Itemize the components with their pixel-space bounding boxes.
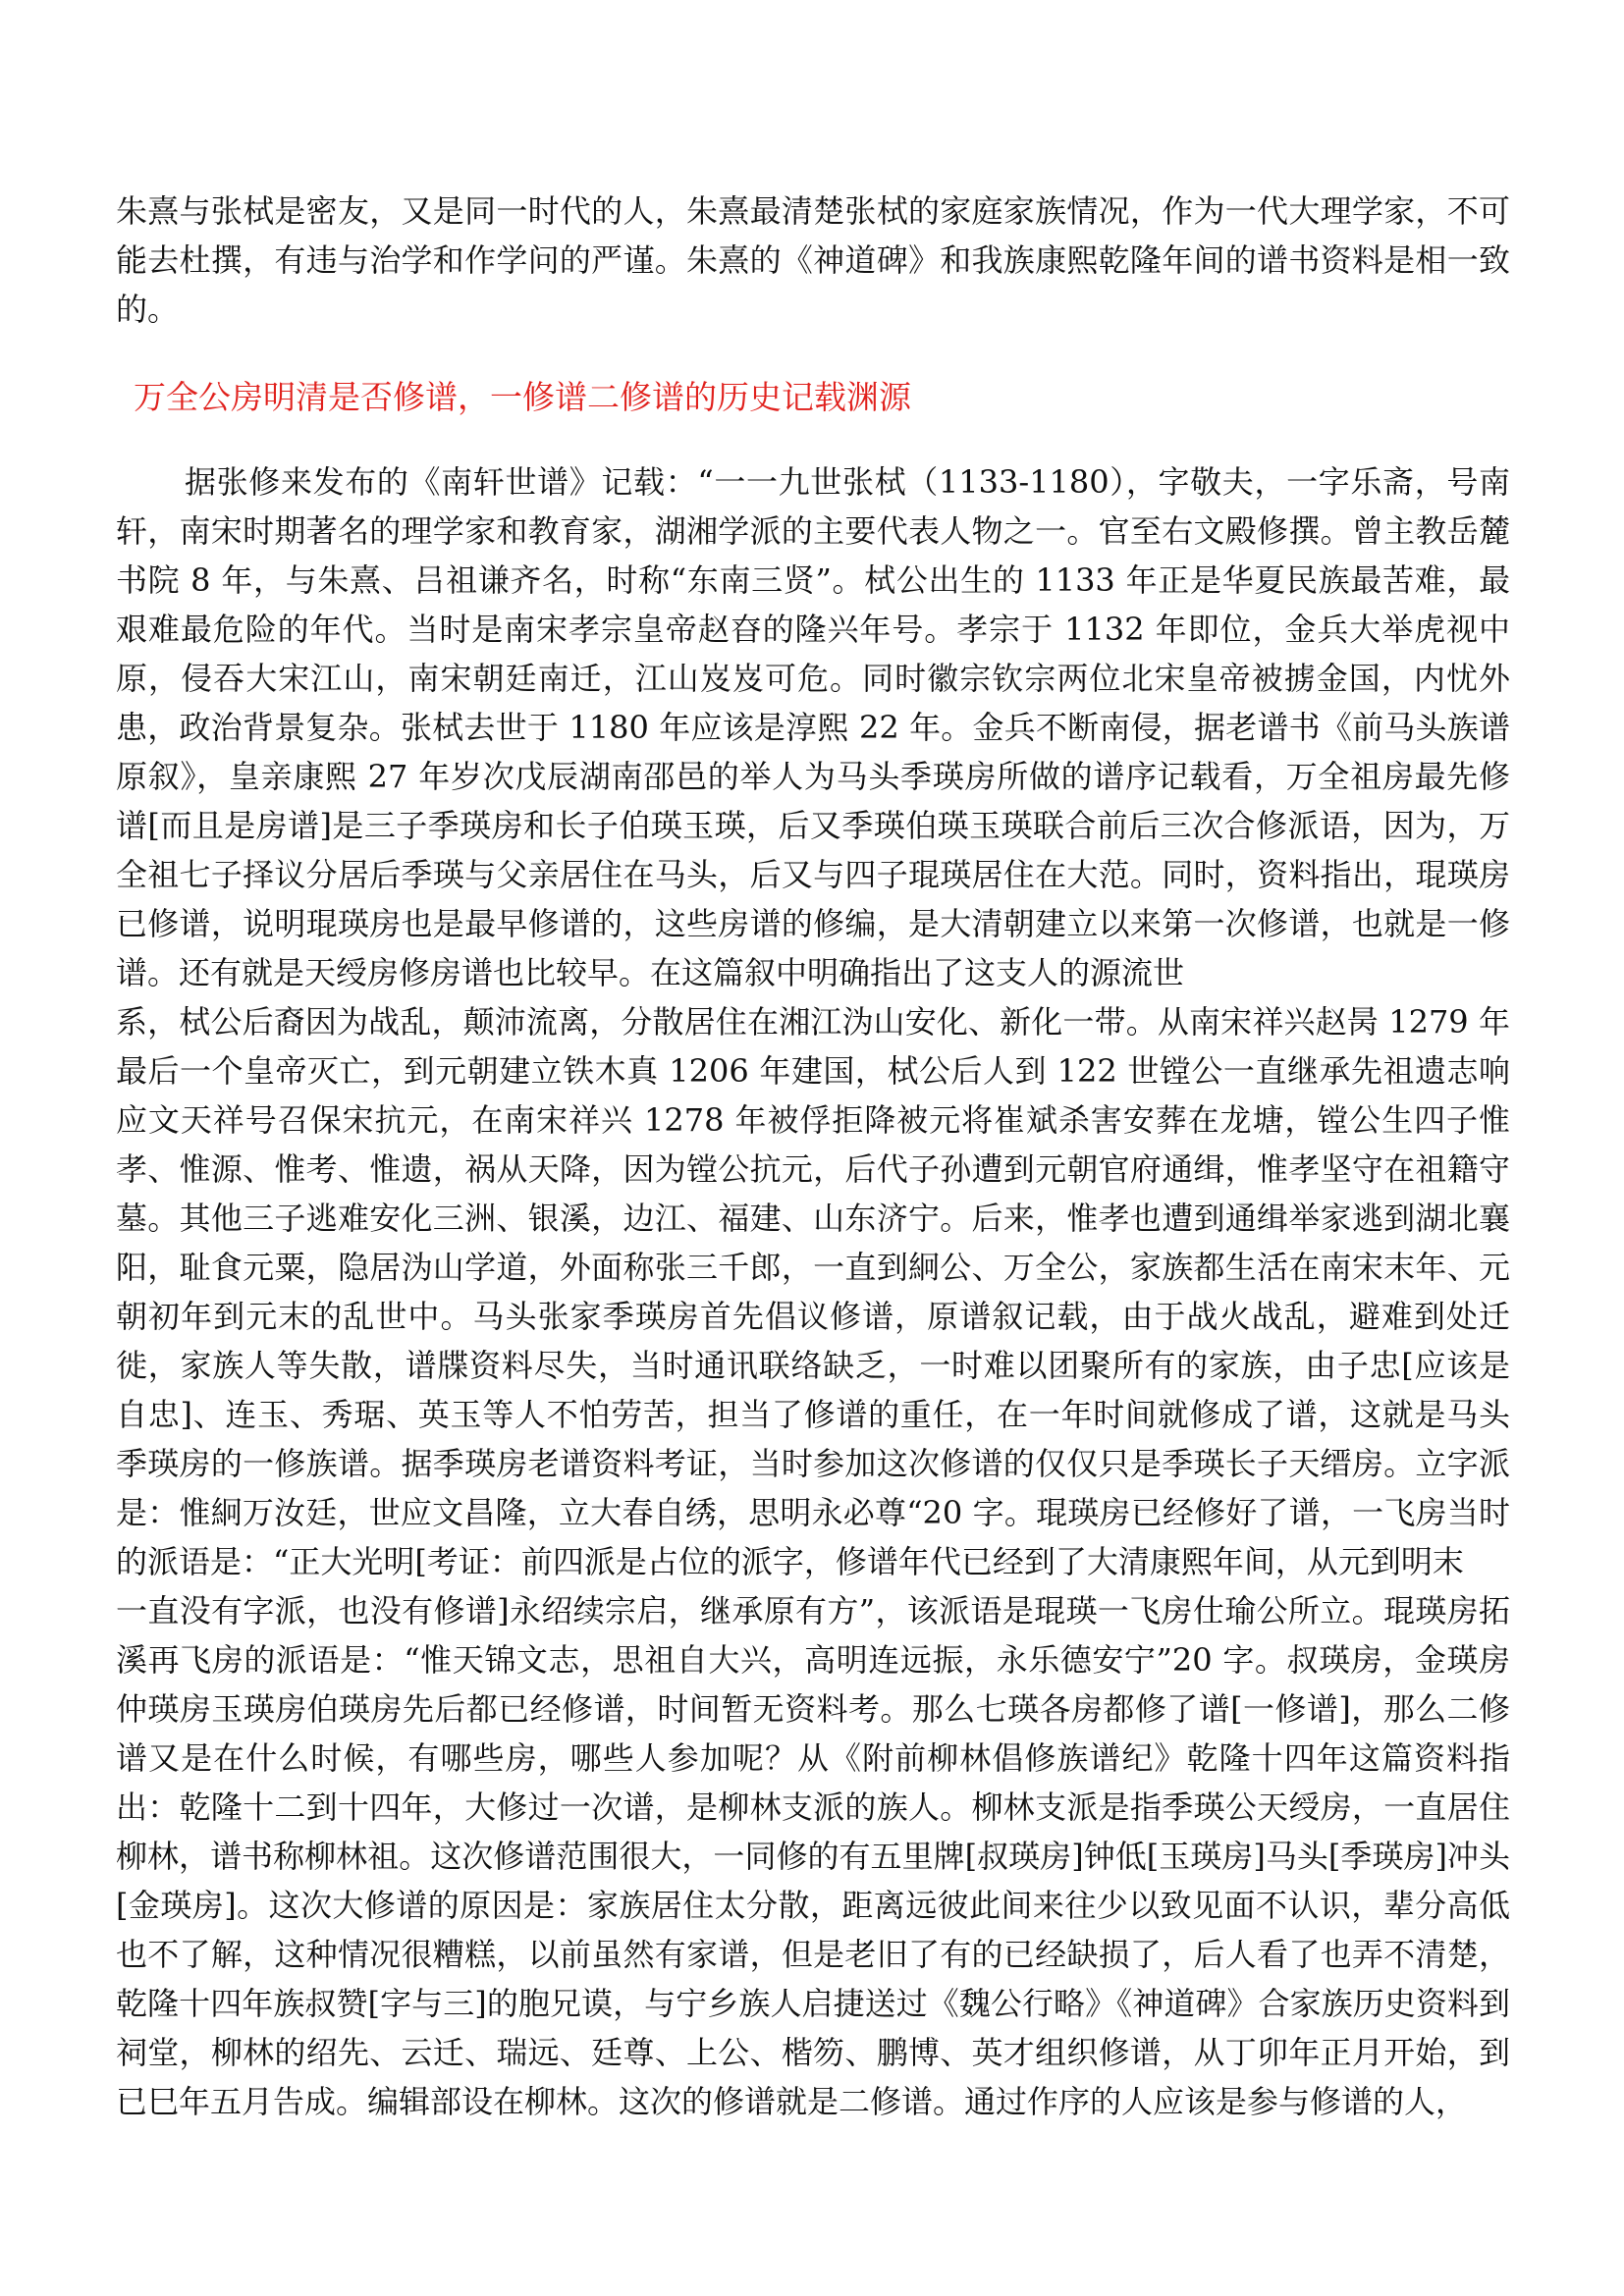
document-body [116,187,1510,2126]
paragraph-second-revision: 一直没有字派，也没有修谱]永绍续宗启，继承原有方”，该派语是琨瑛一飞房仕瑜公所立。琨瑛房拓溪再飞房的派语是：“惟天锦文志，思祖自大兴，高明连远振，永乐德安宁”20 字。叔瑛房，金瑛房仲瑛房玉瑛房伯瑛房先后都已经修谱，时间暂无资料考。那么七瑛各房都修了谱[一修谱]，那么二修谱又是在什么时候，有哪些房，哪些人参加呢？从《附前柳林倡修族谱纪》乾隆十四年这篇资料指出：乾隆十二到十四年，大修过一次谱，是柳林支派的族人。柳林支派是指季瑛公天绶房，一直居住柳林，谱书称柳林祖。这次修谱范围很大，一同修的有五里牌[叔瑛房]钟低[玉瑛房]马头[季瑛房]冲头[金瑛房]。这次大修谱的原因是：家族居住太分散，距离远彼此间来往少以致见面不认识，辈分高低也不了解，这种情况很糟糕，以前虽然有家谱，但是老旧了有的已经缺损了，后人看了也弄不清楚，乾隆十四年族叔赞[字与三]的胞兄谟，与宁乡族人启捷送过《魏公行略》《神道碑》合家族历史资料到祠堂，柳林的绍先、云迁、瑞远、廷尊、上公、楷笏、鹏博、英才组织修谱，从丁卯年正月开始，到已巳年五月告成。编辑部设在柳林。这次的修谱就是二修谱。通过作序的人应该是参与修谱的人， [116,1592,1510,2120]
paragraph-intro: 朱熹与张栻是密友，又是同一时代的人，朱熹最清楚张栻的家庭家族情况，作为一代大理学家，不可能去杜撰，有违与治学和作学问的严谨。朱熹的《神道碑》和我族康熙乾隆年间的谱书资料是相一致的。 [116,192,1510,328]
paragraph-nanxuan-record: 据张修来发布的《南轩世谱》记载：“一一九世张栻（1133-1180），字敬夫，一字乐斋，号南轩，南宋时期著名的理学家和教育家，湖湘学派的主要代表人物之一。官至右文殿修撰。曾主教岳麓书院 8 年，与朱熹、吕祖谦齐名，时称“东南三贤”。栻公出生的 1133 年正是华夏民族最苦难，最艰难最危险的年代。当时是南宋孝宗皇帝赵昚的隆兴年号。孝宗于 1132 年即位，金兵大举虎视中原，侵吞大宋江山，南宋朝廷南迁，江山岌岌可危。同时徽宗钦宗两位北宋皇帝被掳金国，内忧外患，政治背景复杂。张栻去世于 1180 年应该是淳熙 22 年。金兵不断南侵，据老谱书《前马头族谱原叙》，皇亲康熙 27 年岁次戊辰湖南邵邑的举人为马头季瑛房所做的谱序记载看，万全祖房最先修谱[而且是房谱]是三子季瑛房和长子伯瑛玉瑛，后又季瑛伯瑛玉瑛联合前后三次合修派语，因为，万全祖七子择议分居后季瑛与父亲居住在马头，后又与四子琨瑛居住在大范。同时，资料指出，琨瑛房已修谱，说明琨瑛房也是最早修谱的，这些房谱的修编，是大清朝建立以来第一次修谱，也就是一修谱。还有就是天绶房修房谱也比较早。在这篇叙中明确指出了这支人的源流世 [116,463,1510,991]
section-heading: 万全公房明清是否修谱，一修谱二修谱的历史记载渊源 [134,378,911,416]
paragraph-lineage-history: 系，栻公后裔因为战乱，颠沛流离，分散居住在湘江沩山安化、新化一带。从南宋祥兴赵昺 1279 年最后一个皇帝灭亡，到元朝建立铁木真 1206 年建国，栻公后人到 122 世镗公一直继承先祖遗志响应文天祥号召保宋抗元，在南宋祥兴 1278 年被俘拒降被元将崔斌杀害安葬在龙塘，镗公生四子惟孝、惟源、惟考、惟遗，祸从天降，因为镗公抗元，后代子孙遭到元朝官府通缉，惟孝坚守在祖籍守墓。其他三子逃难安化三洲、银溪，边江、福建、山东济宁。后来，惟孝也遭到通缉举家逃到湖北襄阳，耻食元粟，隐居沩山学道，外面称张三千郎，一直到絅公、万全公，家族都生活在南宋末年、元朝初年到元末的乱世中。马头张家季瑛房首先倡议修谱，原谱叙记载，由于战火战乱，避难到处迁徙，家族人等失散，谱牒资料尽失，当时通讯联络缺乏，一时难以团聚所有的家族，由子忠[应该是自忠]、连玉、秀琚、英玉等人不怕劳苦，担当了修谱的重任，在一年时间就修成了谱，这就是马头季瑛房的一修族谱。据季瑛房老谱资料考证，当时参加这次修谱的仅仅只是季瑛长子天缙房。立字派是：惟絅万汝廷，世应文昌隆，立大春自绣，思明永必尊“20 字。琨瑛房已经修好了谱，一飞房当时的派语是：“正大光明[考证：前四派是占位的派字，修谱年代已经到了大清康熙年间，从元到明末 [116,1003,1510,1580]
